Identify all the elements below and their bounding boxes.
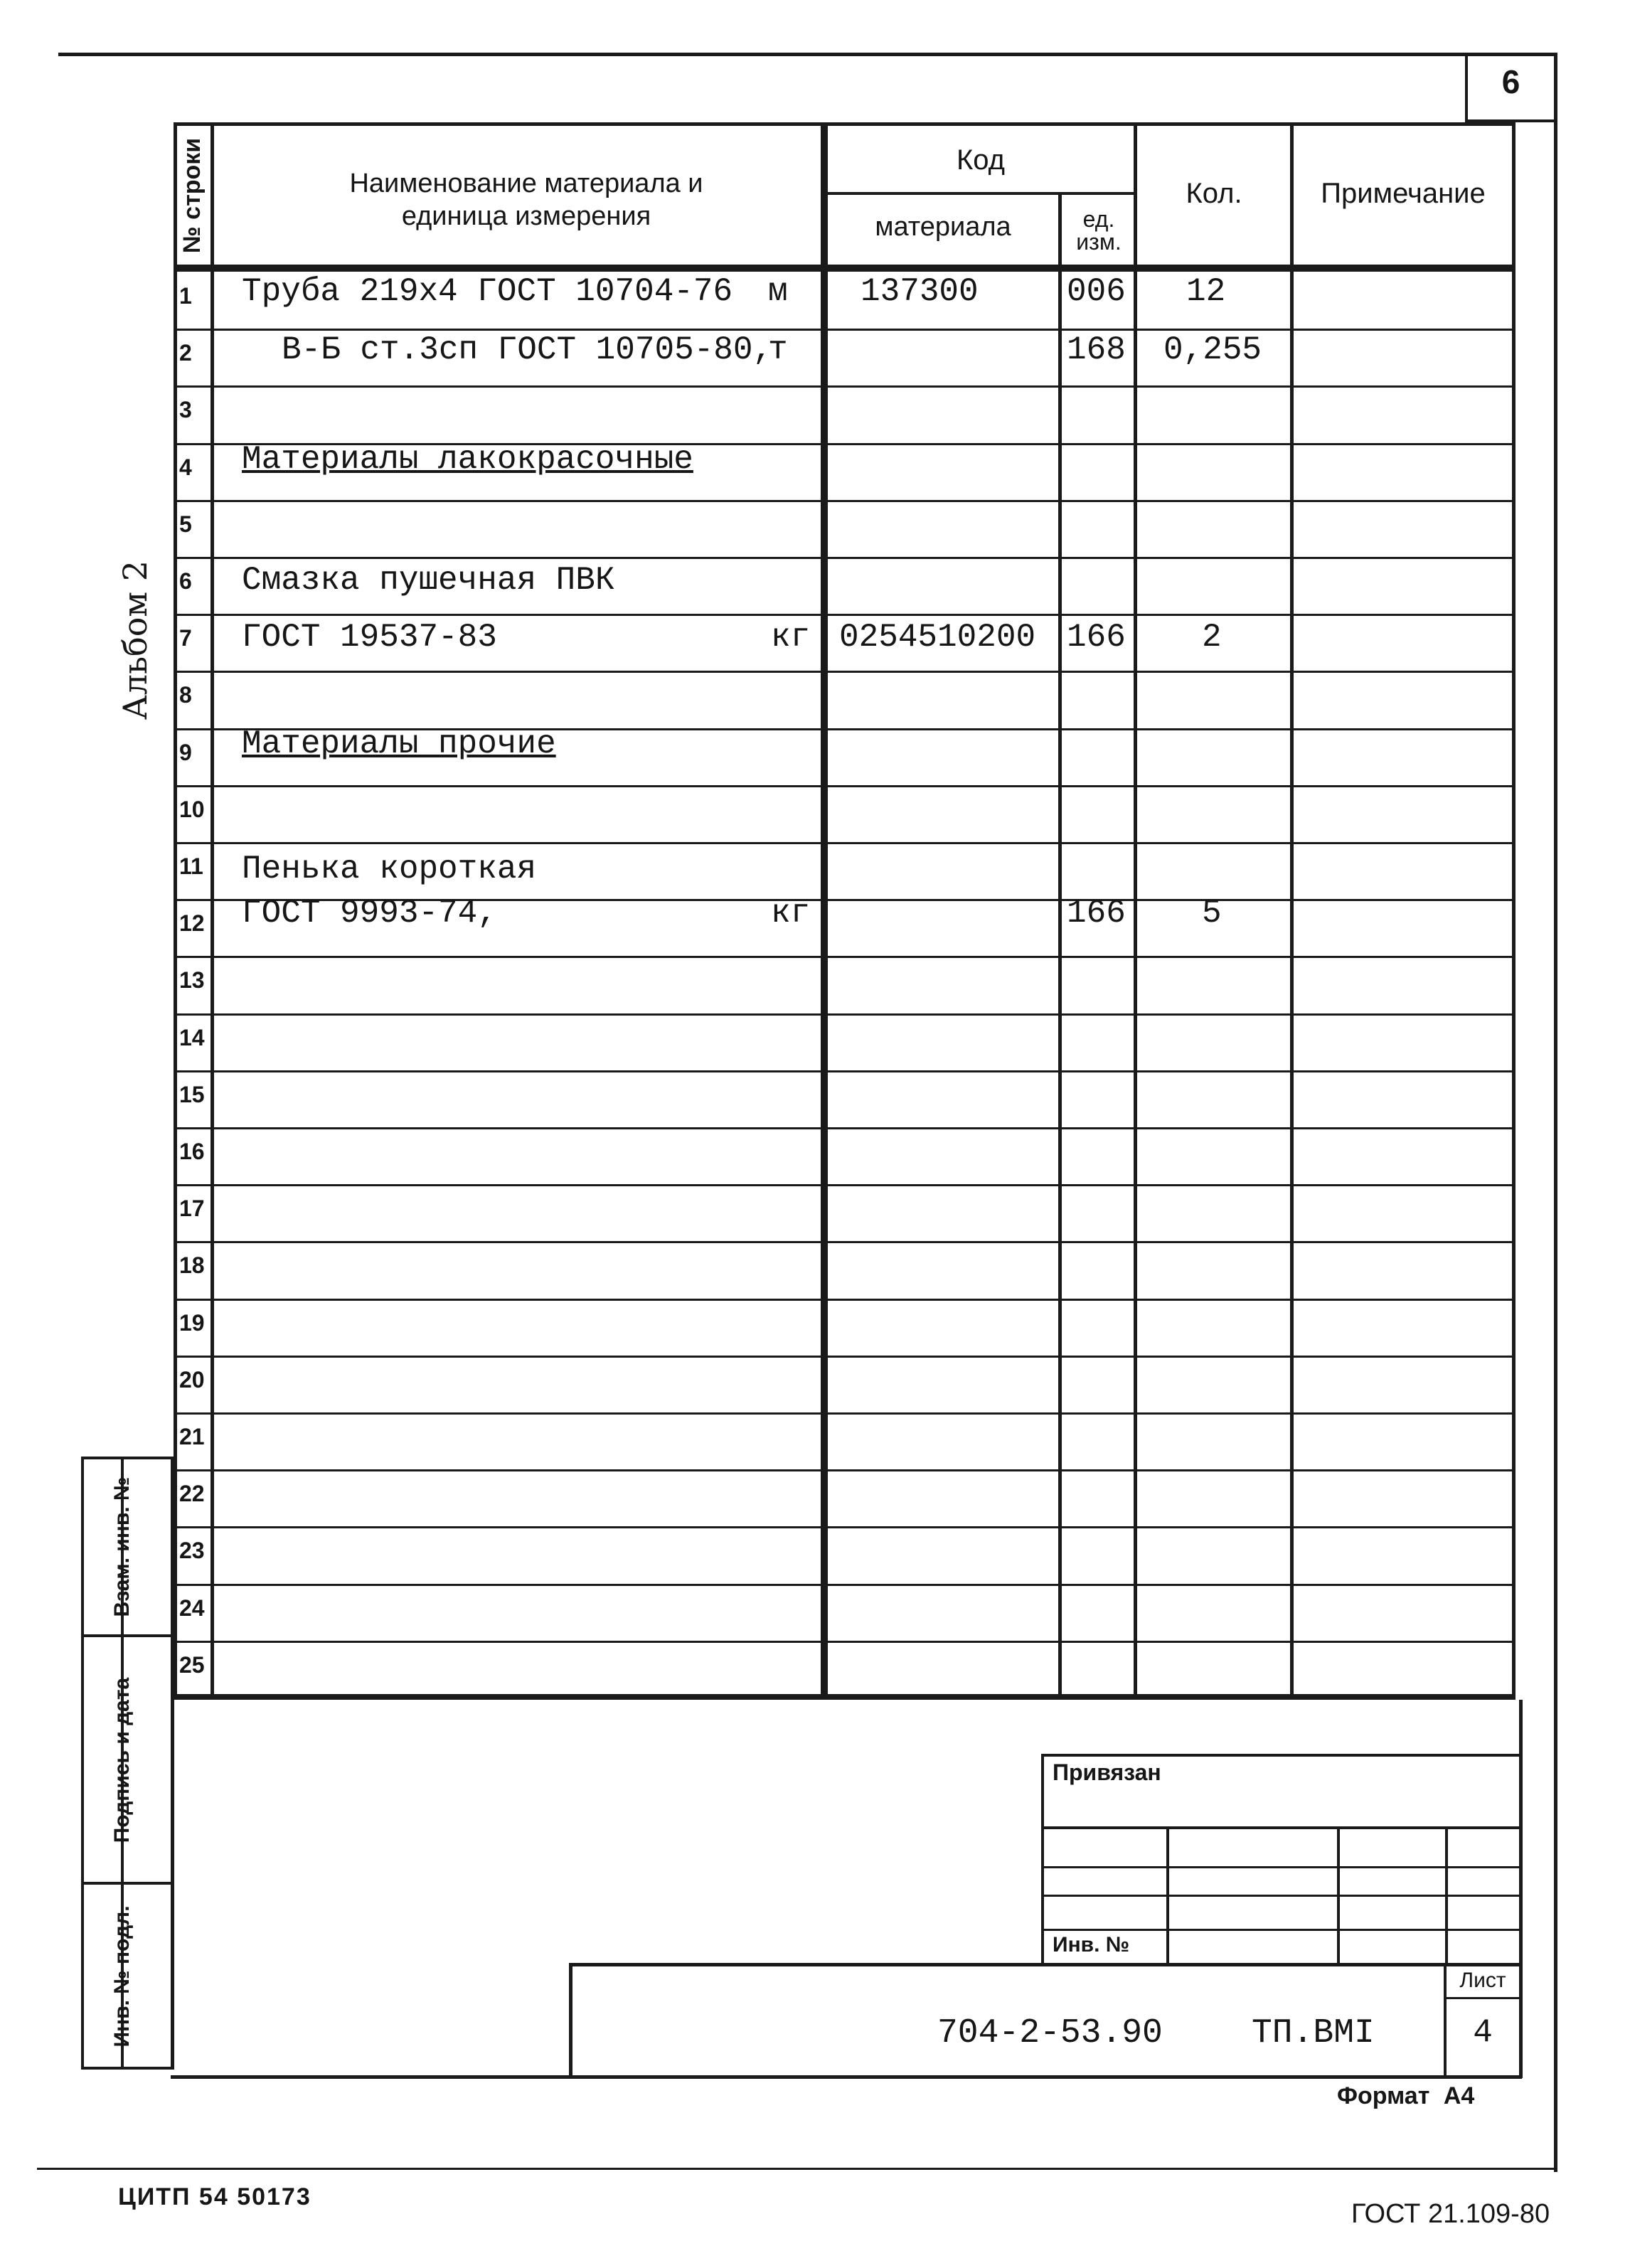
row-1-unit-code: 006 <box>1067 273 1126 310</box>
row-11-name: Пенька короткая <box>242 851 537 888</box>
row-number: 3 <box>179 397 192 422</box>
table-right <box>1512 122 1516 1700</box>
header-code: Код <box>956 144 1005 176</box>
bottom-rule <box>37 2168 1557 2170</box>
stamp-top <box>81 1457 174 1459</box>
row-2-unit-code: 168 <box>1067 331 1126 368</box>
format-label <box>1337 2082 1474 2110</box>
body-bottom <box>174 1694 1515 1700</box>
footer-print-code: ЦИТП 54 50173 <box>118 2183 311 2210</box>
row-12-name: ГОСТ 9993-74, <box>242 895 497 932</box>
row-rule <box>174 785 1515 787</box>
row-number: 9 <box>179 740 192 765</box>
row-rule <box>174 1127 1515 1129</box>
row-number: 14 <box>179 1025 205 1050</box>
row-number: 13 <box>179 967 205 993</box>
row-1-unit: м <box>768 273 788 310</box>
attached-box-top <box>1041 1754 1522 1757</box>
row-1-qty: 12 <box>1186 273 1226 310</box>
header-row-number: № строки <box>179 137 206 254</box>
row-6-name: Смазка пушечная ПВК <box>242 562 615 599</box>
row-rule <box>174 1469 1515 1471</box>
row-rule <box>174 385 1515 388</box>
col-sep-qty <box>1134 122 1137 1700</box>
header-quantity: Кол. <box>1186 178 1242 209</box>
page-number: 6 <box>1501 63 1520 100</box>
row-rule <box>174 329 1515 331</box>
attached-row-4 <box>1041 1929 1522 1931</box>
row-number: 1 <box>179 283 192 309</box>
album-label: Альбом 2 <box>116 560 154 720</box>
sheet-label-bottom <box>1444 1997 1522 1999</box>
sheet-number: 4 <box>1473 2014 1493 2051</box>
attached-box-left <box>1041 1754 1044 1964</box>
row-number: 21 <box>179 1424 205 1449</box>
row-number: 6 <box>179 568 192 594</box>
code-subheader-line <box>821 192 1134 195</box>
stamp-outer-left <box>81 1457 84 2070</box>
row-rule <box>174 1412 1515 1415</box>
row-4-name: Материалы лакокрасочные <box>242 441 693 478</box>
row-rule <box>174 1070 1515 1072</box>
row-12-unit-code: 166 <box>1067 895 1126 932</box>
row-2-name: В-Б ст.3сп ГОСТ 10705-80, <box>282 331 773 368</box>
document-code: ТП.ВМI <box>1252 2014 1375 2053</box>
row-number: 25 <box>179 1652 205 1678</box>
header-code-unit: ед. изм. <box>1076 206 1122 255</box>
row-number: 17 <box>179 1196 205 1221</box>
row-2-qty: 0,255 <box>1163 331 1262 368</box>
row-rule <box>174 1641 1515 1643</box>
row-number: 16 <box>179 1139 205 1164</box>
stamp-divider-1 <box>81 1634 174 1637</box>
row-number: 7 <box>179 625 192 651</box>
attached-row-2 <box>1041 1866 1522 1868</box>
stamp-bottom <box>81 2067 174 2070</box>
stamp-inv-original: Инв. № подл. <box>110 1905 134 2048</box>
attached-col-1 <box>1166 1826 1169 1964</box>
row-rule <box>174 956 1515 958</box>
row-7-qty: 2 <box>1202 619 1222 656</box>
row-rule <box>174 671 1515 673</box>
table-top <box>174 122 1515 126</box>
row-number: 2 <box>179 340 192 366</box>
row-7-code: 0254510200 <box>839 619 1036 656</box>
row-rule <box>174 557 1515 559</box>
row-number: 19 <box>179 1310 205 1336</box>
format-label-text: Формат <box>1337 2082 1430 2109</box>
row-number: 10 <box>179 797 205 822</box>
row-number: 20 <box>179 1367 205 1393</box>
row-number: 22 <box>179 1481 205 1506</box>
row-rule <box>174 1241 1515 1243</box>
row-12-unit: кг <box>771 895 811 932</box>
header-code-material: материала <box>875 212 1011 243</box>
col-sep-unitcode <box>1058 193 1062 1700</box>
row-7-unit-code: 166 <box>1067 619 1126 656</box>
row-rule <box>174 500 1515 502</box>
stamp-right <box>171 1457 174 2070</box>
row-number: 23 <box>179 1538 205 1563</box>
row-number: 5 <box>179 511 192 537</box>
header-note: Примечание <box>1321 178 1486 209</box>
top-rule <box>58 53 1557 56</box>
row-number: 11 <box>179 853 203 879</box>
format-value: А4 <box>1443 2082 1475 2109</box>
header-bottom <box>174 265 1515 272</box>
attached-row-3 <box>1041 1895 1522 1897</box>
stamp-replace-inv: Взам. инв. № <box>110 1476 134 1617</box>
col-sep-name <box>821 122 828 1700</box>
designation-code: 704-2-53.90 <box>937 2014 1163 2053</box>
designation-left <box>569 1963 572 2078</box>
row-9-name: Материалы прочие <box>242 725 556 762</box>
attached-row-1 <box>1041 1826 1522 1829</box>
inv-number-label: Инв. № <box>1053 1933 1130 1956</box>
designation-top <box>569 1963 1522 1966</box>
row-12-qty: 5 <box>1202 895 1222 932</box>
col-sep-note <box>1290 122 1294 1700</box>
attached-col-3 <box>1445 1826 1448 1964</box>
header-name: Наименование материала и единица измерения <box>349 169 703 231</box>
row-1-name: Труба 219х4 ГОСТ 10704-76 <box>242 273 733 310</box>
row-number: 15 <box>179 1082 205 1107</box>
row-rule <box>174 842 1515 844</box>
footer-standard: ГОСТ 21.109-80 <box>1351 2199 1550 2229</box>
row-rule <box>174 1299 1515 1301</box>
row-rule <box>174 1584 1515 1586</box>
row-1-code: 137300 <box>861 273 979 310</box>
tb-bottom <box>171 2075 1522 2079</box>
row-rule <box>174 1184 1515 1186</box>
row-number: 8 <box>179 682 192 708</box>
attached-label: Привязан <box>1053 1759 1161 1785</box>
stamp-divider-2 <box>81 1882 174 1885</box>
row-rule <box>174 1013 1515 1016</box>
row-number: 18 <box>179 1252 205 1278</box>
sheet-label: Лист <box>1459 1969 1506 1992</box>
row-rule <box>174 1356 1515 1358</box>
row-rule <box>174 614 1515 616</box>
attached-col-2 <box>1337 1826 1340 1964</box>
row-7-unit: кг <box>771 619 811 656</box>
stamp-signature-date: Подпись и дата <box>110 1677 134 1843</box>
row-2-unit: т <box>768 331 788 368</box>
row-number: 12 <box>179 910 205 936</box>
row-number: 24 <box>179 1595 205 1621</box>
row-7-name: ГОСТ 19537-83 <box>242 619 497 656</box>
right-frame-edge <box>1554 53 1557 2172</box>
row-number: 4 <box>179 454 192 480</box>
row-rule <box>174 1526 1515 1528</box>
